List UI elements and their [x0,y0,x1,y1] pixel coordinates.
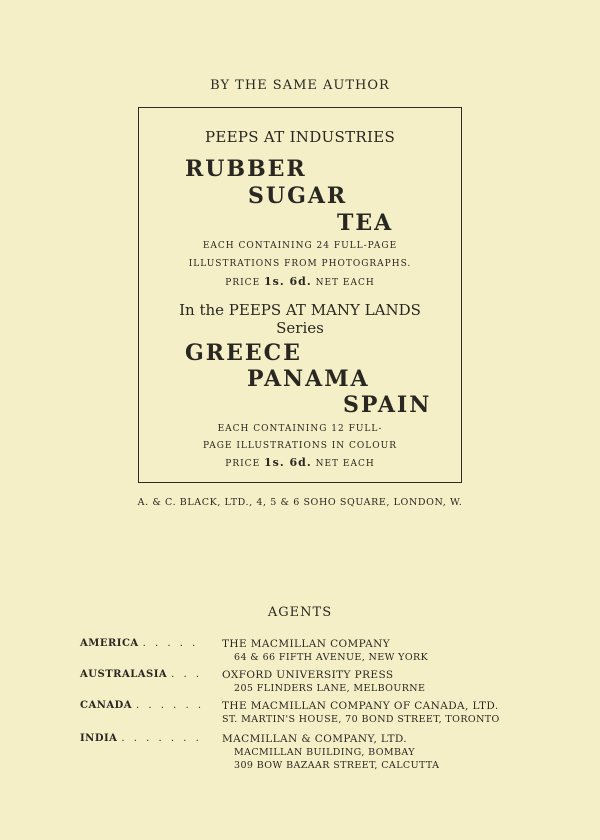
agent-region [80,669,202,680]
region-name: CANADA [80,700,133,711]
lands-series-line2: Series [276,319,324,337]
price-prefix: PRICE [225,459,261,469]
agent-address: ST. MARTIN'S HOUSE, 70 BOND STREET, TORONTO [222,714,500,725]
title-rubber: RUBBER [185,156,307,182]
title-sugar: SUGAR [248,183,348,209]
advert-box [138,107,462,483]
lands-desc-line2: PAGE ILLUSTRATIONS IN COLOUR [202,441,397,451]
title-tea: TEA [337,210,394,236]
industries-desc-line2: ILLUSTRATIONS FROM PHOTOGRAPHS. [188,259,412,269]
price-prefix: PRICE [225,278,261,288]
title-greece: GREECE [185,340,302,366]
lands-series-line1: In the PEEPS AT MANY LANDS [179,301,421,319]
lands-price [139,456,461,469]
page-heading: BY THE SAME AUTHOR [210,78,390,93]
publisher-imprint: A. & C. BLACK, LTD., 4, 5 & 6 SOHO SQUARE, LONDON, W. [137,497,463,508]
title-spain: SPAIN [343,392,432,418]
agent-name: MACMILLAN & COMPANY, LTD. [222,733,408,745]
price-value: 1s. 6d. [264,456,312,469]
region-name: AUSTRALASIA [80,669,168,680]
leader-dots: . . . . . . [136,700,205,711]
price-suffix: NET EACH [315,278,375,288]
industries-series-title: PEEPS AT INDUSTRIES [204,128,396,146]
agent-name: THE MACMILLAN COMPANY OF CANADA, LTD. [222,700,499,712]
agent-region [80,638,198,649]
agent-address: MACMILLAN BUILDING, BOMBAY [234,747,415,758]
agent-address: 64 & 66 FIFTH AVENUE, NEW YORK [234,652,429,663]
agent-region [80,733,202,744]
agent-region [80,700,204,711]
lands-desc-line1: EACH CONTAINING 12 FULL- [217,424,383,434]
region-name: INDIA [80,733,118,744]
agent-name: OXFORD UNIVERSITY PRESS [222,669,394,681]
industries-price [139,275,461,288]
price-value: 1s. 6d. [264,275,312,288]
leader-dots: . . . [171,669,203,680]
price-suffix: NET EACH [315,459,375,469]
agent-address: 309 BOW BAZAAR STREET, CALCUTTA [234,760,440,771]
industries-desc-line1: EACH CONTAINING 24 FULL-PAGE [202,241,398,251]
agents-heading: AGENTS [267,605,333,620]
region-name: AMERICA [80,638,139,649]
leader-dots: . . . . . [142,638,199,649]
title-panama: PANAMA [247,366,370,392]
agent-name: THE MACMILLAN COMPANY [222,638,391,650]
agent-address: 205 FLINDERS LANE, MELBOURNE [234,683,426,694]
leader-dots: . . . . . . . [121,733,202,744]
